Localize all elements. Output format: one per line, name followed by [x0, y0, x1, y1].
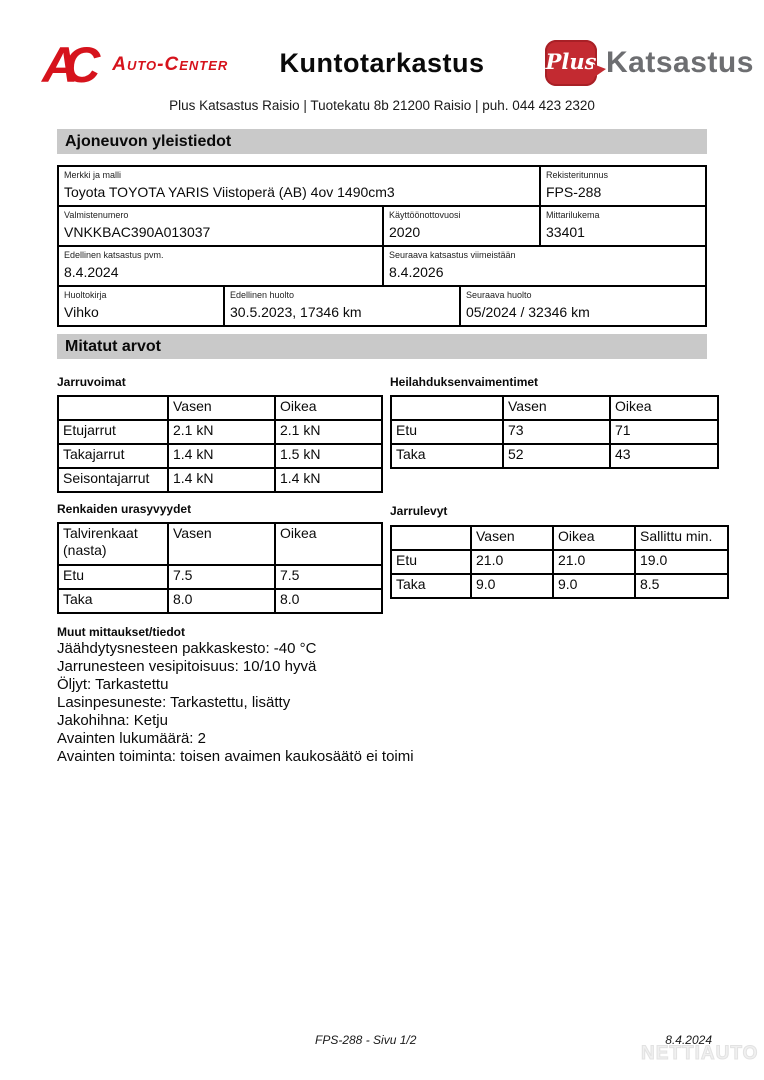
vehicle-info-table	[57, 165, 707, 327]
station-address: Plus Katsastus Raisio | Tuotekatu 8b 21200 Raisio | puh. 044 423 2320	[169, 98, 595, 113]
other-measurements-title: Muut mittaukset/tiedot	[57, 625, 185, 639]
brake-discs-table	[390, 525, 729, 599]
other-measurements-list	[57, 640, 617, 766]
list-item: Jäähdytysnesteen pakkaskesto: -40 °C	[57, 640, 317, 657]
cell-make-model: Merkki ja malli Toyota TOYOTA YARIS Viistoperä (AB) 4ov 1490cm3	[57, 167, 539, 207]
nettiauto-watermark: NETTIAUTO	[641, 1043, 759, 1064]
cell-service-book: Huoltokirja Vihko	[57, 287, 223, 327]
auto-center-monogram-icon: AC	[42, 37, 87, 93]
tire-treads-table	[57, 522, 383, 614]
plus-katsastus-logo	[545, 40, 754, 86]
cell-prev-service: Edellinen huolto 30.5.2023, 17346 km	[223, 287, 459, 327]
list-item: Avainten lukumäärä: 2	[57, 730, 206, 747]
cell-next-inspection: Seuraava katsastus viimeistään 8.4.2026	[382, 247, 707, 287]
cell-registration: Rekisteritunnus FPS-288	[539, 167, 707, 207]
section-header-measured: Mitatut arvot	[57, 334, 707, 359]
brake-forces-title: Jarruvoimat	[57, 375, 126, 389]
plus-badge-icon	[545, 40, 597, 86]
table-header-row: Vasen Oikea Sallittu min.	[391, 526, 728, 550]
table-row: Etu 7.5 7.5	[58, 565, 382, 589]
shock-absorbers-table	[390, 395, 719, 469]
footer-page-info: FPS-288 - Sivu 1/2	[315, 1033, 417, 1047]
table-row	[57, 287, 707, 327]
plus-badge-text: Plus	[545, 49, 597, 74]
table-row	[57, 167, 707, 207]
table-row: Taka 8.0 8.0	[58, 589, 382, 613]
list-item: Jarrunesteen vesipitoisuus: 10/10 hyvä	[57, 658, 317, 675]
table-row: Seisontajarrut 1.4 kN 1.4 kN	[58, 468, 382, 492]
table-row: Takajarrut 1.4 kN 1.5 kN	[58, 444, 382, 468]
footer-date: 8.4.2024	[665, 1033, 712, 1047]
page-title: Kuntotarkastus	[279, 48, 485, 78]
table-row: Etu 21.0 21.0 19.0	[391, 550, 728, 574]
speech-bubble-tail-icon	[593, 64, 606, 78]
table-row: Etu 73 71	[391, 420, 718, 444]
cell-prev-inspection: Edellinen katsastus pvm. 8.4.2024	[57, 247, 382, 287]
katsastus-logo-text: Katsastus	[606, 46, 754, 79]
brake-discs-title: Jarrulevyt	[390, 504, 448, 518]
cell-first-use-year: Käyttöönottovuosi 2020	[382, 207, 539, 247]
cell-odometer: Mittarilukema 33401	[539, 207, 707, 247]
table-row	[57, 247, 707, 287]
table-row	[57, 207, 707, 247]
section-header-general: Ajoneuvon yleistiedot	[57, 129, 707, 154]
auto-center-logo-text: Auto-Center	[112, 54, 229, 75]
tire-treads-title: Renkaiden urasyvyydet	[57, 502, 192, 516]
brake-forces-table	[57, 395, 383, 493]
cell-next-service: Seuraava huolto 05/2024 / 32346 km	[459, 287, 707, 327]
cell-vin: Valmistenumero VNKKBAC390A013037	[57, 207, 382, 247]
table-header-row: Vasen Oikea	[58, 396, 382, 420]
table-header-row: Talvirenkaat (nasta) Vasen Oikea	[58, 523, 382, 565]
list-item: Avainten toiminta: toisen avaimen kaukosäätö ei toimi	[57, 748, 414, 765]
list-item: Lasinpesuneste: Tarkastettu, lisätty	[57, 694, 291, 711]
list-item: Jakohihna: Ketju	[57, 712, 168, 729]
table-row: Taka 52 43	[391, 444, 718, 468]
list-item: Öljyt: Tarkastettu	[57, 676, 169, 693]
table-row: Taka 9.0 9.0 8.5	[391, 574, 728, 598]
table-header-row: Vasen Oikea	[391, 396, 718, 420]
shock-absorbers-title: Heilahduksenvaimentimet	[390, 375, 539, 389]
table-row: Etujarrut 2.1 kN 2.1 kN	[58, 420, 382, 444]
